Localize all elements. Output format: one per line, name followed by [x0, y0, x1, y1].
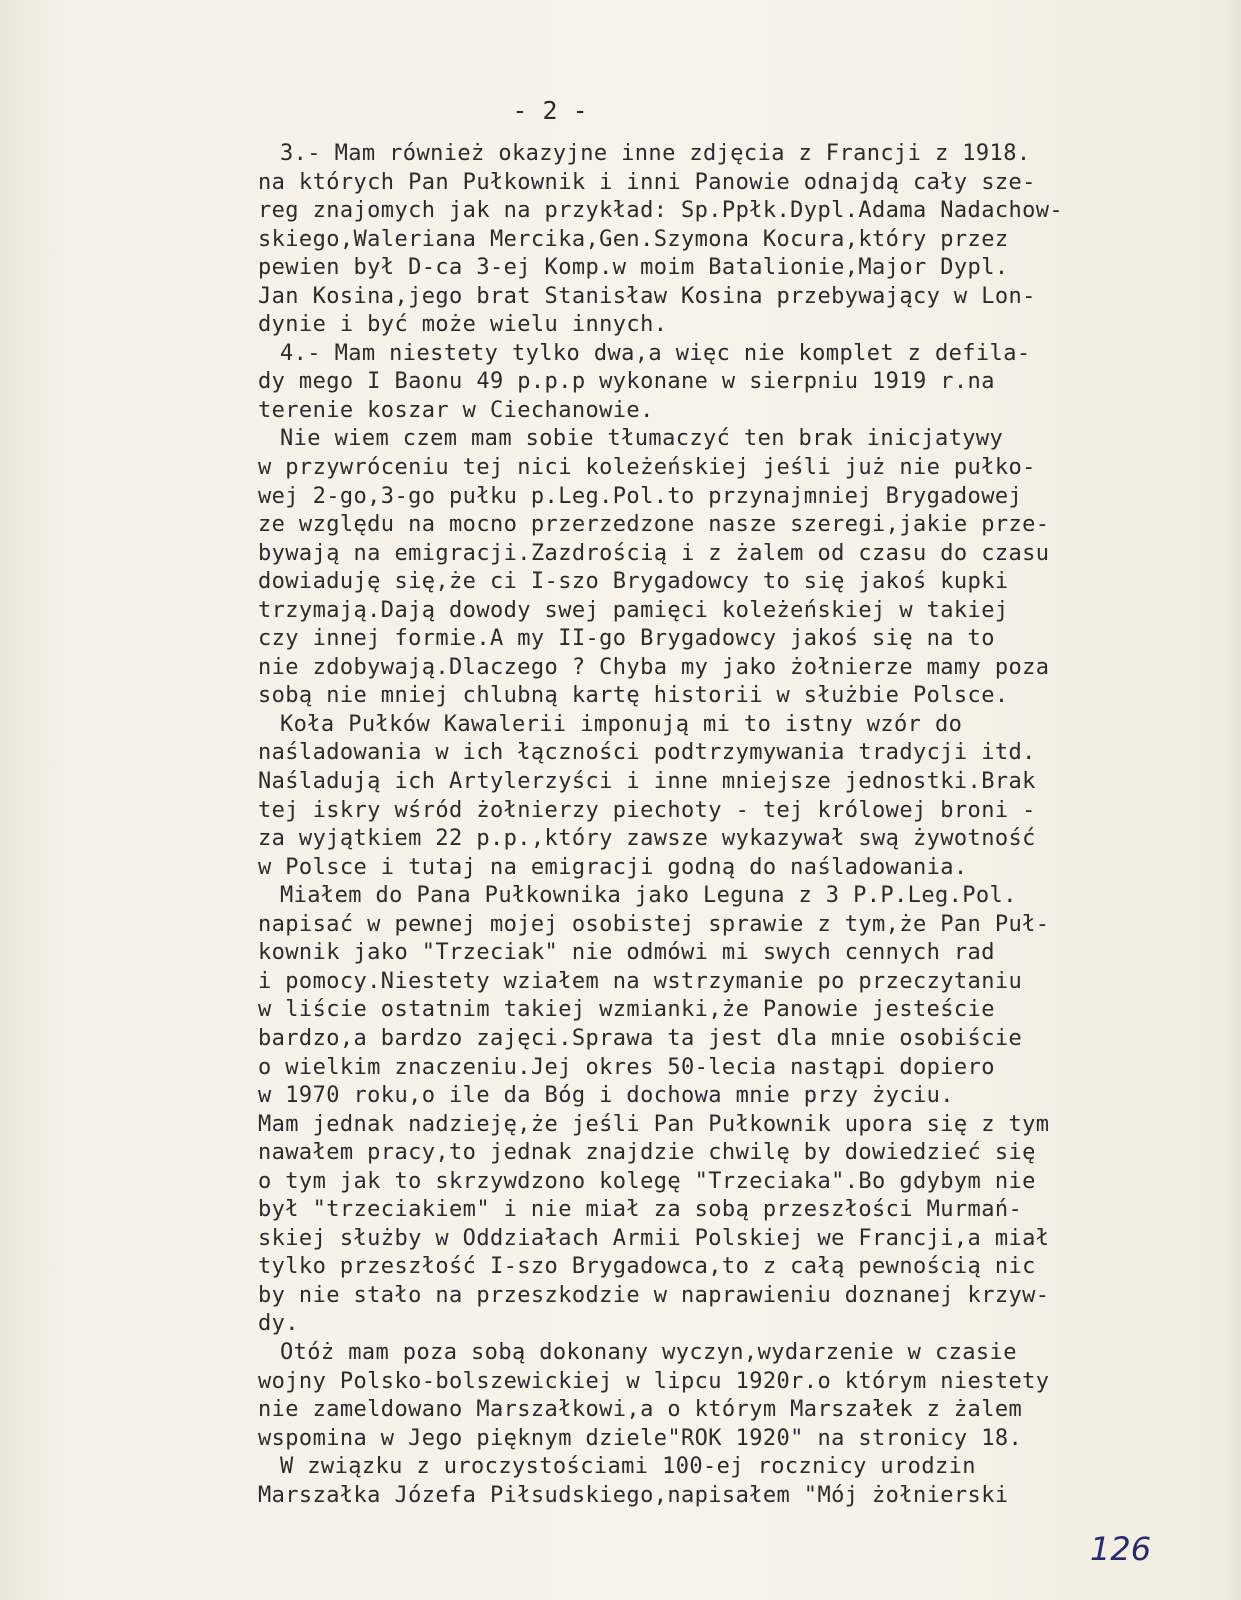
paper-edge-shadow	[1221, 0, 1241, 1600]
text-line: napisać w pewnej mojej osobistej sprawie z tym,że Pan Puł-	[258, 911, 1050, 937]
text-line: by nie stało na przeszkodzie w naprawieniu doznanej krzyw-	[258, 1282, 1050, 1308]
text-line: nawałem pracy,to jednak znajdzie chwilę by dowiedzieć się	[258, 1140, 1036, 1166]
text-line: 3.- Mam również okazyjne inne zdjęcia z Francji z 1918.	[280, 141, 1031, 166]
text-line: bardzo,a bardzo zajęci.Sprawa ta jest dla mnie osobiście	[258, 1025, 1023, 1051]
text-line: o wielkim znaczeniu.Jej okres 50-lecia nastąpi dopiero	[258, 1054, 995, 1080]
text-line: ze względu na mocno przerzedzone nasze szeregi,jakie prze-	[258, 512, 1050, 538]
page-number: - 2 -	[512, 96, 588, 125]
text-line: kownik jako "Trzeciak" nie odmówi mi swych cennych rad	[258, 940, 995, 966]
text-line: w 1970 roku,o ile da Bóg i dochowa mnie przy życiu.	[258, 1083, 954, 1109]
text-line: bywają na emigracji.Zazdrością i z żalem od czasu do czasu	[258, 540, 1050, 566]
text-line: wej 2-go,3-go pułku p.Leg.Pol.to przynajmniej Brygadowej	[258, 483, 1023, 509]
text-line: Marszałka Józefa Piłsudskiego,napisałem "Mój żołnierski	[258, 1482, 1009, 1508]
text-line: Jan Kosina,jego brat Stanisław Kosina przebywający w Lon-	[258, 283, 1036, 309]
text-line: wojny Polsko-bolszewickiej w lipcu 1920r.o którym niestety	[258, 1368, 1050, 1394]
typed-letter-body	[258, 140, 1208, 1510]
text-line: W związku z uroczystościami 100-ej rocznicy urodzin	[280, 1454, 976, 1480]
text-line: dy.	[258, 1311, 299, 1337]
text-line: o tym jak to skrzywdzono kolegę "Trzeciaka".Bo gdybym nie	[258, 1168, 1036, 1194]
text-line: za wyjątkiem 22 p.p.,który zawsze wykazywał swą żywotność	[258, 826, 1036, 852]
text-line: terenie koszar w Ciechanowie.	[258, 397, 654, 423]
text-line: Otóż mam poza sobą dokonany wyczyn,wydarzenie w czasie	[280, 1339, 1017, 1365]
text-line: czy innej formie.A my II-go Brygadowcy jakoś się na to	[258, 626, 995, 652]
text-line: sobą nie mniej chlubną kartę historii w służbie Polsce.	[258, 683, 1009, 709]
text-line: na których Pan Pułkownik i inni Panowie odnajdą cały sze-	[258, 169, 1036, 195]
text-line: w liście ostatnim takiej wzmianki,że Panowie jesteście	[258, 997, 995, 1023]
text-line: tylko przeszłość I-szo Brygadowca,to z całą pewnością nic	[258, 1254, 1036, 1280]
text-line: wspomina w Jego pięknym dziele"ROK 1920" na stronicy 18.	[258, 1425, 1023, 1451]
text-line: Naśladują ich Artylerzyści i inne mniejsze jednostki.Brak	[258, 769, 1036, 795]
text-line: Koła Pułków Kawalerii imponują mi to istny wzór do	[280, 711, 963, 737]
text-line: i pomocy.Niestety wziałem na wstrzymanie po przeczytaniu	[258, 968, 1023, 994]
text-line: Miałem do Pana Pułkownika jako Leguna z 3 P.P.Leg.Pol.	[280, 883, 1017, 909]
text-line: w przywróceniu tej nici koleżeńskiej jeśli już nie pułko-	[258, 455, 1036, 481]
handwritten-archive-number: 126	[1090, 1530, 1152, 1568]
text-line: trzymają.Dają dowody swej pamięci koleżeńskiej w takiej	[258, 597, 1009, 623]
text-line: tej iskry wśród żołnierzy piechoty - tej królowej broni -	[258, 797, 1036, 823]
text-line: 4.- Mam niestety tylko dwa,a więc nie komplet z defila-	[280, 340, 1031, 366]
text-line: dy mego I Baonu 49 p.p.p wykonane w sierpniu 1919 r.na	[258, 369, 995, 395]
text-line: dynie i być może wielu innych.	[258, 312, 668, 338]
text-line: naśladowania w ich łączności podtrzymywania tradycji itd.	[258, 740, 1036, 766]
text-line: był "trzeciakiem" i nie miał za sobą przeszłości Murmań-	[258, 1197, 1023, 1223]
text-line: dowiaduję się,że ci I-szo Brygadowcy to się jakoś kupki	[258, 569, 1009, 595]
text-line: Nie wiem czem mam sobie tłumaczyć ten brak inicjatywy	[280, 426, 1004, 452]
text-line: reg znajomych jak na przykład: Sp.Ppłk.Dypl.Adama Nadachow-	[258, 198, 1064, 224]
text-line: skiej służby w Oddziałach Armii Polskiej we Francji,a miał	[258, 1225, 1050, 1251]
text-line: nie zdobywają.Dlaczego ? Chyba my jako żołnierze mamy poza	[258, 654, 1050, 680]
text-line: pewien był D-ca 3-ej Komp.w moim Batalionie,Major Dypl.	[258, 255, 1009, 281]
text-line: w Polsce i tutaj na emigracji godną do naśladowania.	[258, 854, 968, 880]
text-line: Mam jednak nadzieję,że jeśli Pan Pułkownik upora się z tym	[258, 1111, 1050, 1137]
text-line: skiego,Waleriana Mercika,Gen.Szymona Kocura,który przez	[258, 226, 1009, 252]
text-line: nie zameldowano Marszałkowi,a o którym Marszałek z żalem	[258, 1397, 1023, 1423]
